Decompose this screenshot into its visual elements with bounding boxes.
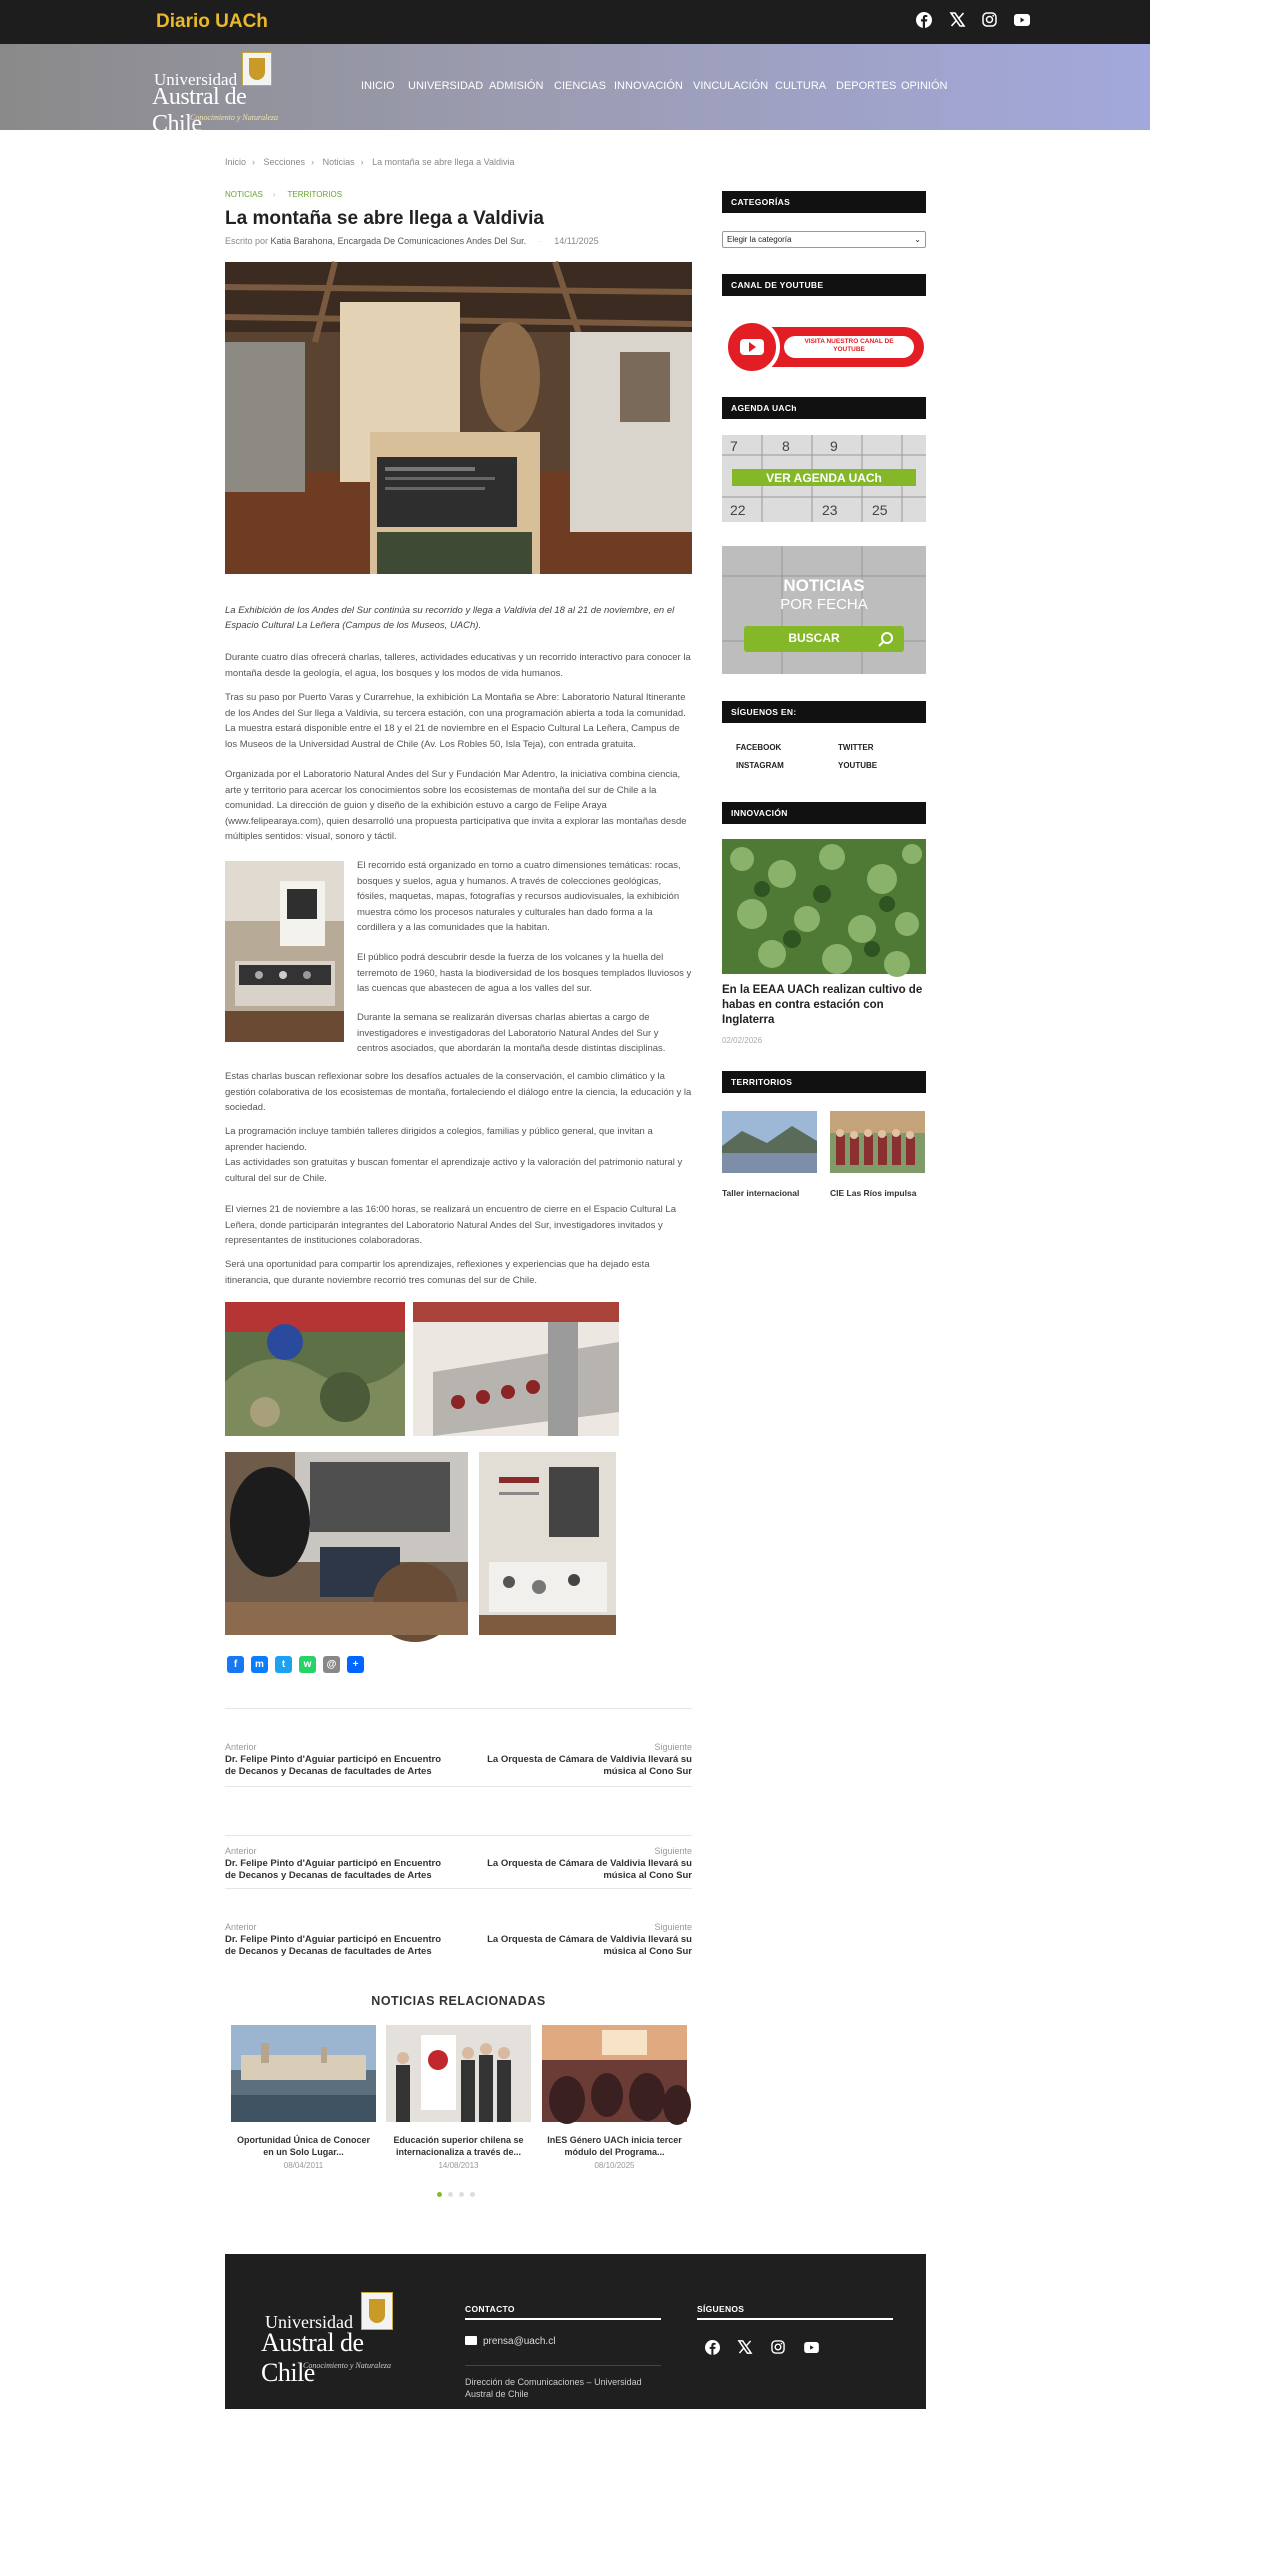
breadcrumb-noticias[interactable]: Noticias [322,157,355,167]
related-thumbnail[interactable] [231,2025,376,2122]
footer-logo-line2: Austral de Chile [261,2328,364,2387]
next-label: Siguiente [654,1846,692,1856]
messenger-share-icon[interactable]: m [251,1656,268,1673]
next-post-link[interactable] [472,1846,692,1882]
whatsapp-share-icon[interactable]: w [299,1656,316,1673]
article-paragraph: El viernes 21 de noviembre a las 16:00 horas, se realizará un encuentro de cierre en el Espacio Cultural La Leñera, donde participarán integrantes del Laboratorio Natural Andes del Sur, investigadores invitados y representantes de instituciones colaboradoras. [225,1204,676,1246]
top-bar [0,0,1150,44]
footer-email-text[interactable]: prensa@uach.cl [483,2336,556,2347]
site-brand[interactable]: Diario UACh [156,11,268,32]
article-title: La montaña se abre llega a Valdivia [225,208,544,229]
svg-text:8: 8 [782,438,790,454]
divider [465,2318,661,2320]
svg-text:7: 7 [730,438,738,454]
article-paragraph: El público podrá descubrir desde la fuerza de los volcanes y la huella del terremoto de 1960, hasta la biodiversidad de los bosques templados lluviosos y las cuencas que abastecen de agua a los valles del sur. [357,952,692,994]
related-date: 08/04/2011 [283,2161,324,2170]
footer-contact-heading: CONTACTO [465,2304,515,2314]
article-meta: Escrito por Katia Barahona, Encargada De Comunicaciones Andes Del Sur. · 14/11/2025 [225,236,599,246]
next-title[interactable]: La Orquesta de Cámara de Valdivia llevará su música al Cono Sur [487,1934,692,1957]
breadcrumb-inicio[interactable]: Inicio [225,157,247,167]
logo-line2: Austral de Chile [152,84,247,137]
noticias-por-fecha-banner[interactable] [722,546,926,674]
innovacion-thumbnail[interactable] [722,839,926,974]
innovacion-post-title[interactable]: En la EEAA UACh realizan cultivo de habas en contra estación con Inglaterra [722,984,923,1026]
prev-label: Anterior [225,1742,257,1752]
territorios-post-title[interactable]: CIE Las Ríos impulsa [830,1188,917,1198]
crest-icon [242,52,272,86]
youtube-channel-banner[interactable] [722,319,926,376]
breadcrumb [225,157,521,167]
nav-opinion[interactable]: OPINIÓN [901,80,948,92]
carousel-dot[interactable] [459,2192,464,2197]
article-author[interactable]: Katia Barahona, Encargada De Comunicaciones Andes Del Sur. [270,236,527,246]
article-date: 14/11/2025 [554,236,599,246]
twitter-share-icon[interactable]: t [275,1656,292,1673]
prev-title[interactable]: Dr. Felipe Pinto d'Aguiar participó en Encuentro de Decanos y Decanas de facultades de Artes [225,1754,442,1777]
agenda-banner[interactable] [722,435,926,522]
svg-text:23: 23 [822,502,838,518]
next-label: Siguiente [654,1922,692,1932]
footer-logo[interactable] [261,2292,401,2387]
carousel-dot[interactable] [437,2192,442,2197]
facebook-icon[interactable] [703,2340,721,2358]
gallery-image[interactable] [225,1302,405,1436]
nav-vinculacion[interactable]: VINCULACIÓN [693,80,769,92]
territorios-thumbnail[interactable] [830,1111,925,1173]
hero-caption: La Exhibición de los Andes del Sur continúa su recorrido y llega a Valdivia del 18 al 21 de noviembre, en el Espacio Cultural La Leñera (Campus de los Museos, UACh). [225,605,675,631]
svg-text:9: 9 [830,438,838,454]
next-title[interactable]: La Orquesta de Cámara de Valdivia llevará su música al Cono Sur [487,1754,692,1777]
carousel-dots [437,2184,481,2202]
follow-youtube[interactable]: YOUTUBE [838,761,878,770]
carousel-dot[interactable] [448,2192,453,2197]
post-categories: NOTICIAS › TERRITORIOS [225,190,343,199]
agenda-button-label: VER AGENDA UACh [766,471,882,485]
site-footer [225,2254,926,2409]
article-paragraph: Estas charlas buscan reflexionar sobre los desafíos actuales de la conservación, el cambio climático y la gestión colaborativa de los ecosistemas de montaña, fortaleciendo el diálogo entre la ciencia, la educación y la sociedad. [225,1071,692,1113]
related-post[interactable] [542,2025,687,2170]
article-paragraph: La programación incluye también talleres dirigidos a colegios, familias y público general, que invitan a aprender haciendo. [225,1126,653,1153]
nav-inicio[interactable]: INICIO [361,80,395,92]
sidebar-innovacion-heading: INNOVACIÓN [722,802,926,824]
divider [697,2318,893,2320]
divider [225,1708,692,1709]
gallery-image[interactable] [479,1452,616,1635]
x-twitter-icon[interactable] [947,12,967,32]
article-paragraph: Durante cuatro días ofrecerá charlas, talleres, actividades educativas y un recorrido interactivo para conocer la montaña desde la geología, el agua, los bosques y los modos de vida humanos. [225,652,691,679]
gallery-image[interactable] [225,1452,468,1635]
related-post[interactable] [231,2025,376,2170]
follow-facebook[interactable]: FACEBOOK [736,743,782,752]
footer-logo-tagline: Conocimiento y Naturaleza [303,2361,391,2370]
related-thumbnail[interactable] [386,2025,531,2122]
chevron-right-icon: › [360,157,364,167]
related-heading: NOTICIAS RELACIONADAS [371,1994,546,2008]
category-select[interactable] [722,231,926,248]
related-date: 08/10/2025 [594,2161,635,2170]
hero-image[interactable] [225,262,692,574]
gallery-image[interactable] [413,1302,619,1436]
article-paragraph: Durante la semana se realizarán diversas charlas abiertas a cargo de investigadores e investigadoras del Laboratorio Natural Andes del Sur y centros asociados, que abordarán la montaña desde distintas disciplinas. [357,1012,666,1054]
prev-label: Anterior [225,1922,257,1932]
nav-cultura[interactable]: CULTURA [775,80,827,92]
footer-email[interactable] [465,2336,555,2347]
article-paragraph: El recorrido está organizado en torno a cuatro dimensiones temáticas: rocas, bosques y suelos, agua y humanos. A través de colecciones geológicas, fósiles, maquetas, mapas, fotografías y recursos audiovisuales, la exhibición muestra cómo los procesos naturales y culturales han dado forma a la cordillera y a las comunidades que la habitan. [357,860,681,933]
nav-universidad[interactable]: UNIVERSIDAD [408,80,484,92]
noticias-buscar-label: BUSCAR [788,631,840,645]
instagram-icon[interactable] [769,2340,787,2358]
category-noticias[interactable]: NOTICIAS [225,190,263,199]
nav-ciencias[interactable]: CIENCIAS [554,80,606,92]
envelope-icon [465,2336,477,2345]
nav-admision[interactable]: ADMISIÓN [489,80,544,92]
territorios-thumbnail[interactable] [722,1111,817,1173]
instagram-icon[interactable] [979,12,999,32]
related-title[interactable]: Educación superior chilena se internacionaliza a través de... [393,2135,524,2157]
next-post-link[interactable] [472,1922,692,1958]
svg-text:25: 25 [872,502,888,518]
youtube-button-label: VISITA NUESTRO CANAL DE YOUTUBE [804,338,894,353]
related-title[interactable]: Oportunidad Única de Conocer en un Solo Lugar... [236,2135,370,2157]
svg-text:22: 22 [730,502,746,518]
related-title[interactable]: InES Género UACh inicia tercer módulo del Programa... [547,2135,682,2157]
sidebar-territorios-heading: TERRITORIOS [722,1071,926,1093]
sidebar-follow-heading: SÍGUENOS EN: [722,701,926,723]
footer-address: Dirección de Comunicaciones – Universidad Austral de Chile [465,2377,642,2399]
carousel-dot[interactable] [470,2192,475,2197]
footer-logo-line1: Universidad [265,2312,353,2332]
post-navigation-clipped [225,1846,692,1881]
meta-prefix: Escrito por [225,236,269,246]
breadcrumb-current: La montaña se abre llega a Valdivia [372,157,515,167]
uach-logo[interactable] [152,50,282,137]
inline-image[interactable] [225,861,344,1042]
divider [465,2365,661,2366]
related-thumbnail[interactable] [542,2025,687,2122]
youtube-icon[interactable] [1012,12,1032,32]
crest-icon [361,2292,393,2330]
next-label: Siguiente [654,1742,692,1752]
sidebar-categories-heading: CATEGORÍAS [722,191,926,213]
chevron-down-icon: ⌄ [914,235,921,244]
follow-twitter[interactable]: TWITTER [838,743,874,752]
nav-innovacion[interactable]: INNOVACIÓN [614,80,683,92]
prev-post-link[interactable] [225,1846,445,1882]
email-share-icon[interactable]: @ [323,1656,340,1673]
sidebar-agenda-heading: AGENDA UACh [722,397,926,419]
next-title[interactable]: La Orquesta de Cámara de Valdivia llevará su música al Cono Sur [487,1858,692,1881]
youtube-icon[interactable] [802,2340,820,2358]
site-header [0,44,1150,137]
related-post[interactable] [386,2025,531,2170]
breadcrumb-secciones[interactable]: Secciones [263,157,306,167]
sidebar-youtube-heading: CANAL DE YOUTUBE [722,274,926,296]
chevron-right-icon: › [252,157,256,167]
article-paragraph: Tras su paso por Puerto Varas y Curarrehue, la exhibición La Montaña se Abre: Laboratorio Natural Itinerante de los Andes del Sur llega a Valdivia, su tercera estación, con una programación abierta a toda la comunidad. La muestra estará disponible entre el 18 y el 21 de noviembre en el Espacio Cultural La Leñera, Campus de los Museos de la Universidad Austral de Chile (Av. Los Robles 50, Isla Teja), con entrada gratuita. [225,692,686,750]
next-post-link[interactable] [472,1742,692,1778]
prev-title[interactable]: Dr. Felipe Pinto d'Aguiar participó en Encuentro de Decanos y Decanas de facultades de Artes [225,1858,442,1881]
noticias-line1: NOTICIAS [783,576,865,595]
prev-post-link[interactable] [225,1922,445,1958]
nav-deportes[interactable]: DEPORTES [836,80,897,92]
innovacion-post-date: 02/02/2026 [722,1036,763,1045]
x-twitter-icon[interactable] [736,2340,754,2358]
divider [225,1888,692,1889]
prev-post-link[interactable] [225,1742,445,1778]
noticias-line2: POR FECHA [780,596,868,613]
divider [225,1835,692,1836]
article-paragraph: Será una oportunidad para compartir los aprendizajes, reflexiones y experiencias que ha dejado esta itinerancia, que durante noviembre recorrió tres comunas del sur de Chile. [225,1259,650,1286]
category-select-value: Elegir la categoría [727,235,792,244]
chevron-right-icon: › [311,157,315,167]
more-share-icon[interactable]: + [347,1656,364,1673]
article-paragraph: Las actividades son gratuitas y buscan fomentar el aprendizaje activo y la valoración del patrimonio natural y cultural del sur de Chile. [225,1157,683,1184]
category-territorios[interactable]: TERRITORIOS [287,190,343,199]
prev-title[interactable]: Dr. Felipe Pinto d'Aguiar participó en Encuentro de Decanos y Decanas de facultades de Artes [225,1934,442,1957]
facebook-icon[interactable] [914,12,934,32]
divider [225,1786,692,1787]
territorios-post-title[interactable]: Taller internacional [722,1188,800,1198]
footer-follow-heading: SÍGUENOS [697,2304,745,2314]
logo-tagline: Conocimiento y Naturaleza [190,113,278,122]
article-paragraph: Organizada por el Laboratorio Natural Andes del Sur y Fundación Mar Adentro, la iniciativa combina ciencia, arte y territorio para acercar los conocimientos sobre los ecosistemas de montaña del sur de Chile a la comunidad. La dirección de guion y diseño de la exhibición estuvo a cargo de Felipe Araya (www.felipearaya.com), quien desarrolló una propuesta participativa que invita a explorar las montañas desde múltiples sentidos: visual, sonoro y táctil. [225,769,687,842]
facebook-share-icon[interactable]: f [227,1656,244,1673]
prev-label: Anterior [225,1846,257,1856]
logo-line1: Universidad [154,70,238,89]
follow-instagram[interactable]: INSTAGRAM [736,761,784,770]
related-date: 14/08/2013 [438,2161,479,2170]
